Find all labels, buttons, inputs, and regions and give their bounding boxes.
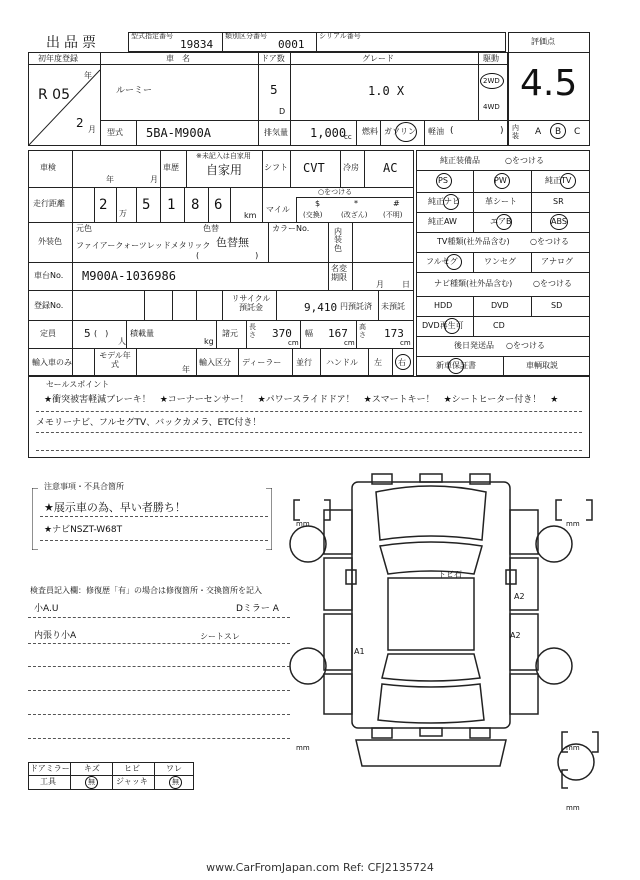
exchange-text: (交換) (303, 211, 323, 219)
handle-right-circle (395, 354, 411, 370)
length-cm: cm (288, 339, 299, 347)
equip-airbag: エアB (490, 217, 512, 226)
doors-type: D (279, 107, 286, 116)
mileage-digit-3: 1 (167, 197, 176, 213)
equip-label: 純正装備品 (440, 156, 480, 165)
reg-label: 登録No. (34, 301, 64, 310)
first-reg-month-suffix: 月 (88, 125, 96, 134)
inspection-label: 車検 (40, 163, 56, 172)
color-orig-label: 元色 (76, 224, 92, 233)
recycle-label: リサイクル預託金 (231, 294, 271, 313)
mile-label: マイル (266, 205, 290, 214)
equip-abs-circle (550, 214, 568, 230)
mileage-mark-note: ○をつける (318, 188, 353, 196)
capacity-value: 5 (84, 327, 91, 340)
damage-a2-top: A2 (514, 592, 525, 601)
notes-line-2: ★ナビNSZT-W68T (44, 525, 123, 535)
sales-line-2: メモリーナビ、フルセグTV、バックカメラ、ETC付き！ (36, 418, 262, 428)
fuel-gas-circle (395, 122, 417, 142)
mileage-km: km (244, 211, 257, 220)
mm-rear-right: mm (566, 744, 580, 752)
jack-mark-circle (169, 776, 182, 789)
car-name-label: 車 名 (166, 54, 190, 63)
sheet-title: 出品票 (46, 35, 100, 51)
displacement-unit: cc (344, 133, 352, 141)
usage-value: 自家用 (206, 163, 243, 177)
exchange-symbol: $ (315, 199, 321, 208)
tv-fullseg: フルセグ (426, 257, 458, 266)
length-value: 370 (272, 327, 292, 340)
color-change-label: 色替 (203, 224, 219, 233)
import-parallel: 並行 (296, 358, 312, 367)
navi-dvd-play: DVD再生可 (422, 321, 464, 330)
capacity-paren: ( ) (94, 329, 109, 338)
doors-label: ドア数 (261, 54, 285, 63)
notes-line-1: ★展示車の為、早い者勝ち！ (44, 501, 186, 514)
car-name-value: ルーミー (116, 86, 153, 96)
equip-navi: 純正ナビ (428, 197, 460, 206)
length-label: 長さ (249, 323, 256, 339)
recycle-unit: 円預託済 (340, 302, 372, 311)
size-label: 諸元 (222, 329, 238, 338)
interior-a: A (535, 127, 542, 137)
usage-note: ※未記入は自家用 (196, 152, 251, 160)
navi-dvd: DVD (491, 301, 509, 310)
load-unit: kg (204, 337, 214, 346)
model-year-label: モデル年式 (99, 351, 131, 369)
category-value: 0001 (278, 38, 305, 51)
model-cert-label: 型式指定番号 (131, 32, 173, 40)
width-value: 167 (328, 327, 348, 340)
mm-front-left: mm (296, 520, 310, 528)
fuel-gas: ガソリン (384, 127, 416, 136)
color-value: ファイアークォーツレッドメタリック (76, 241, 211, 250)
damage-a2-bottom: A2 (510, 631, 521, 640)
first-reg-year-suffix: 年 (84, 71, 92, 80)
score-label: 評価点 (531, 37, 555, 46)
interior-b: B (555, 127, 562, 137)
displacement-value: 1,000 (310, 126, 347, 140)
height-value: 173 (384, 327, 404, 340)
width-cm: cm (344, 339, 355, 347)
name-change-month: 月 (376, 280, 384, 289)
first-reg-month: 2 (76, 116, 84, 130)
displacement-label: 排気量 (264, 128, 288, 137)
equip-tv-circle (560, 173, 576, 189)
serial-label: シリアル番号 (319, 32, 361, 40)
fuel-label: 燃料 (362, 127, 378, 136)
interior-c: C (574, 127, 581, 137)
tamper-symbol: * (354, 199, 358, 208)
inspector-line-1-left: 小A.U (34, 604, 59, 614)
equip-airbag-circle (496, 214, 512, 230)
mm-front-right: mm (566, 520, 580, 528)
height-label: 高さ (359, 323, 366, 339)
mileage-digit-1: 2 (99, 197, 108, 213)
first-reg-era-year: R 05 (38, 87, 70, 103)
mm-rear-left: mm (296, 744, 310, 752)
interior-label: 内装 (512, 124, 519, 140)
equip-tv: 純正TV (545, 176, 572, 185)
equip-pw-circle (494, 173, 510, 189)
usage-label: 車歴 (163, 163, 179, 172)
sales-point-box (28, 376, 590, 458)
damage-a1: A1 (354, 647, 365, 656)
sales-label: セールスポイント (46, 380, 110, 389)
navi-cd: CD (493, 321, 505, 330)
interior-color-label: 内装色 (334, 227, 342, 253)
inspector-line-1-right: Dミラー A (236, 604, 279, 614)
shift-label: シフト (264, 163, 288, 172)
chassis-value: M900A-1036986 (82, 269, 176, 283)
drive-label: 駆動 (483, 54, 499, 63)
tools-mark-circle (85, 776, 98, 789)
handle-right: 右 (398, 358, 406, 367)
equip-aw: 純正AW (428, 217, 457, 226)
shift-value: CVT (303, 161, 325, 175)
damage-roof-note: トビ石 (438, 570, 462, 579)
tools-ware: ワレ (166, 764, 182, 773)
tv-label: TV種類(社外品含む) (437, 237, 510, 246)
tools-kizu: キズ (84, 764, 100, 773)
tv-note: ○をつける (530, 237, 569, 246)
tv-oneseg: ワンセグ (484, 257, 516, 266)
exterior-label: 外装色 (38, 237, 62, 246)
later-docs-label: 後日発送品 (454, 341, 494, 350)
mileage-digit-4: 8 (191, 197, 200, 213)
grade-label: グレード (362, 54, 394, 63)
later-docs-note: ○をつける (506, 341, 545, 350)
handle-left: 左 (374, 358, 382, 367)
color-no-label: カラーNo. (272, 224, 310, 233)
jack-label: ジャッキ (116, 777, 148, 786)
name-change-label: 名変期限 (331, 264, 347, 282)
inspection-month-suffix: 月 (150, 175, 158, 184)
height-cm: cm (400, 339, 411, 347)
handle-label: ハンドル (326, 358, 358, 367)
model-type-label: 型式 (107, 128, 123, 137)
equip-pw: PW (494, 176, 507, 185)
fuel-diesel: 軽油 (428, 127, 444, 136)
load-label: 積載量 (130, 329, 154, 338)
recycle-unpaid: 未預託 (381, 302, 405, 311)
equip-navi-circle (443, 194, 459, 210)
interior-b-circle (550, 123, 566, 139)
navi-sd: SD (551, 301, 563, 310)
ac-label: 冷房 (343, 163, 359, 172)
equip-ps: PS (438, 176, 448, 185)
grade-value: 1.0 X (368, 84, 405, 98)
color-change-value: 色替無 (216, 236, 249, 249)
equip-leather: 革シート (485, 197, 517, 206)
mileage-digit-5: 6 (214, 197, 223, 213)
mileage-label: 走行距離 (33, 199, 65, 208)
tools-door-mirror: ドアミラー (30, 764, 70, 773)
tools-mark: 無 (88, 778, 95, 786)
chassis-label: 車台No. (34, 271, 64, 280)
later-doc-warranty: 新車保証書 (436, 361, 476, 370)
inspector-line-2-left: 内張り小A (34, 631, 77, 641)
drive-2wd-circle (480, 73, 504, 89)
drive-4wd: 4WD (483, 103, 500, 111)
navi-note: ○をつける (533, 279, 572, 288)
footer-watermark: www.CarFromJapan.com Ref: CFJ2135724 (206, 861, 434, 874)
later-doc-manual: 車輌取説 (526, 361, 558, 370)
ac-value: AC (383, 161, 398, 175)
doors-value: 5 (270, 83, 278, 97)
tamper-text: (改ざん) (341, 211, 368, 219)
car-damage-diagram (286, 470, 606, 820)
inspection-year-suffix: 年 (106, 175, 114, 184)
navi-hdd: HDD (434, 301, 453, 310)
color-paren: ( ) (196, 251, 259, 260)
unknown-symbol: # (393, 199, 400, 208)
model-cert-value: 19834 (180, 38, 214, 51)
tools-hibi: ヒビ (124, 764, 140, 773)
mm-spare: mm (566, 804, 580, 812)
later-doc-warranty-circle (448, 358, 464, 374)
mileage-man: 万 (119, 209, 127, 218)
inspector-line-2-right: シートスレ (200, 632, 240, 641)
tools-label: 工具 (40, 777, 56, 786)
inspector-label: 検査員記入欄：修復歴「有」の場合は修復箇所・交換箇所を記入 (30, 586, 262, 595)
navi-label: ナビ種類(社外品含む) (434, 279, 513, 288)
notes-label: 注意事項・不具合箇所 (44, 482, 124, 491)
jack-mark: 無 (172, 778, 179, 786)
model-type-value: 5BA-M900A (146, 126, 212, 140)
tv-analog: アナログ (541, 257, 573, 266)
mileage-digit-2: 5 (142, 197, 151, 213)
capacity-unit: 人 (118, 337, 126, 346)
score-value: 4.5 (520, 63, 578, 104)
drive-2wd: 2WD (483, 77, 500, 85)
import-cat-label: 輸入区分 (199, 358, 231, 367)
equip-ps-circle (436, 173, 452, 189)
category-label: 類別区分番号 (225, 32, 267, 40)
model-year-suffix: 年 (182, 365, 190, 374)
capacity-label: 定員 (40, 329, 56, 338)
equip-sr: SR (553, 197, 564, 206)
navi-dvd-play-circle (444, 318, 460, 334)
import-label: 輸入車のみ (32, 358, 72, 367)
equip-note: ○をつける (505, 156, 544, 165)
import-dealer: ディーラー (242, 358, 282, 367)
sales-line-1: ★衝突被害軽減ブレーキ！ ★コーナーセンサー！ ★パワースライドドア！ ★スマートキー！ ★シートヒーター付き！ ★ (44, 395, 559, 405)
name-change-day: 日 (402, 280, 410, 289)
recycle-value: 9,410 (304, 301, 338, 314)
first-reg-label: 初年度登録 (38, 54, 78, 63)
unknown-text: (不明) (383, 211, 403, 219)
width-label: 幅 (305, 329, 313, 338)
equip-abs: ABS (551, 217, 567, 226)
tv-fullseg-circle (446, 254, 462, 270)
